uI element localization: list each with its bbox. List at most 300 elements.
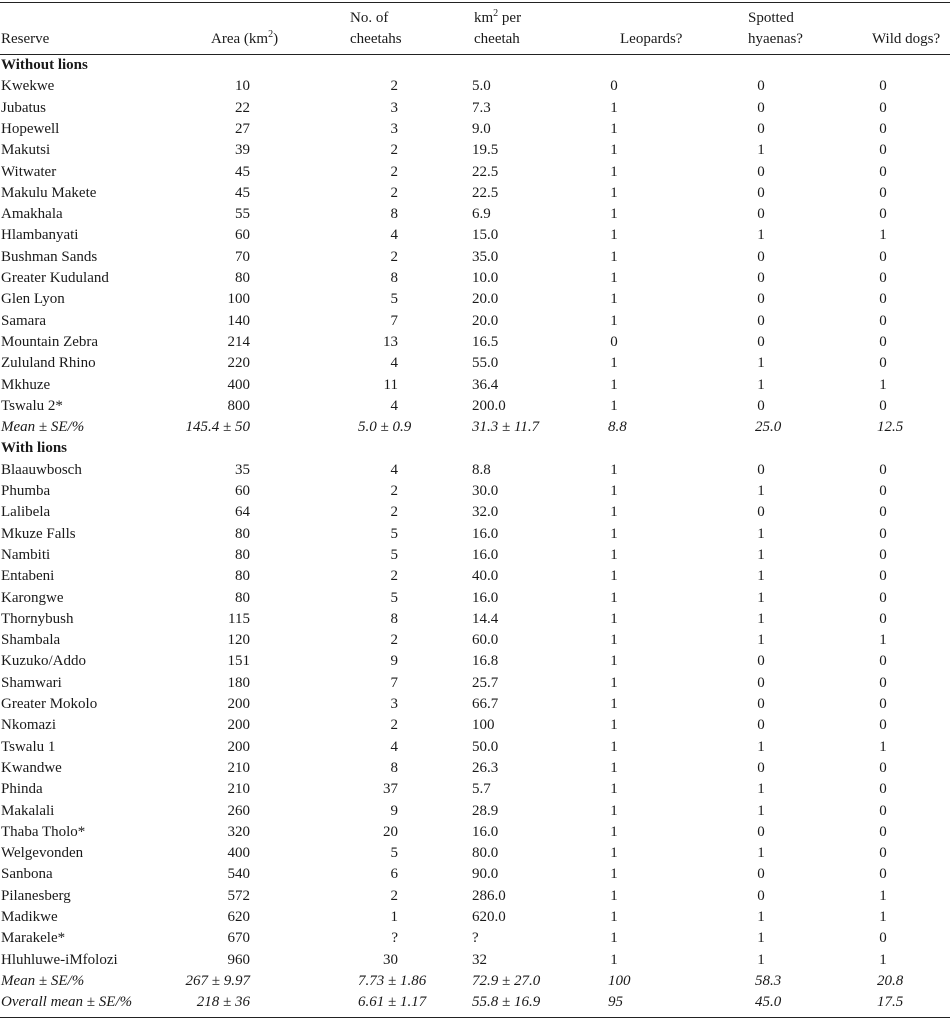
leopards-cell: 1: [610, 696, 618, 712]
section-title-label: Without lions: [1, 57, 88, 73]
area-cell: 60: [235, 227, 250, 244]
leopards-cell: 1: [610, 887, 618, 904]
leopards-cell: 1: [610, 845, 618, 862]
area-cell: 214: [227, 333, 250, 350]
reserve-cell: Nambiti: [1, 546, 51, 563]
leopards-cell: 1: [610, 866, 618, 883]
hyaenas-cell: 0: [757, 163, 765, 180]
cheetahs-cell: 13: [383, 333, 398, 350]
area-cell: 260: [227, 802, 250, 819]
wild-dogs-cell: 0: [879, 184, 887, 201]
reserve-cell: Marakele*: [1, 930, 66, 947]
hyaenas-cell: 0: [757, 461, 765, 478]
km-per-cheetah-cell: 25.7: [472, 674, 499, 691]
table-row: [0, 609, 950, 630]
leopards-cell: 1: [610, 568, 618, 585]
table-row: [0, 375, 950, 396]
table-row: [0, 311, 950, 332]
cheetahs-cell: 2: [390, 248, 398, 265]
area-cell: 60: [235, 483, 250, 499]
leopards-cell: 1: [610, 802, 618, 819]
leopards-cell: 1: [610, 525, 618, 542]
leopards-cell: 1: [610, 738, 618, 755]
cheetahs-cell: 2: [390, 887, 398, 904]
km-per-cheetah-cell: 5.0: [472, 78, 491, 95]
leopards-cell: 1: [610, 483, 618, 499]
hyaenas-cell: 1: [757, 845, 765, 862]
table-row: [0, 566, 950, 587]
leopards-cell: 95: [608, 994, 623, 1011]
area-cell: 320: [227, 823, 250, 840]
reserve-cell: Mkuze Falls: [1, 525, 76, 542]
table-row: [0, 247, 950, 268]
reserve-cell: Hopewell: [1, 120, 60, 137]
km-per-cheetah-cell: 66.7: [472, 696, 499, 712]
area-cell: 180: [227, 674, 250, 691]
wild-dogs-cell: 0: [879, 397, 887, 414]
table-row: [0, 162, 950, 183]
wild-dogs-cell: 0: [879, 546, 887, 563]
reserve-cell: Karongwe: [1, 589, 64, 606]
header-hyaenas: Spotted hyaenas?: [748, 10, 803, 47]
wild-dogs-cell: 0: [879, 845, 887, 862]
cheetahs-cell: 7: [390, 674, 398, 691]
hyaenas-cell: 1: [757, 568, 765, 585]
cheetahs-cell: 2: [390, 568, 398, 585]
overall-mean-row: [0, 992, 950, 1013]
cheetahs-cell: 8: [390, 270, 398, 286]
area-cell: 22: [235, 99, 250, 116]
wild-dogs-cell: 0: [879, 568, 887, 585]
wild-dogs-cell: 0: [879, 483, 887, 499]
reserve-cell: Shamwari: [1, 674, 62, 691]
km-per-cheetah-cell: 10.0: [472, 270, 499, 286]
cheetahs-cell: 2: [390, 142, 398, 159]
cheetahs-cell: 2: [390, 78, 398, 95]
wild-dogs-cell: 0: [879, 930, 887, 947]
hyaenas-cell: 0: [757, 184, 765, 201]
wild-dogs-cell: 0: [879, 312, 887, 329]
hyaenas-cell: 1: [757, 930, 765, 947]
wild-dogs-cell: 12.5: [877, 419, 904, 436]
km-per-cheetah-cell: 40.0: [472, 568, 499, 585]
reserve-cell: Samara: [1, 312, 46, 329]
cheetahs-cell: 3: [390, 696, 398, 712]
hyaenas-cell: 0: [757, 270, 765, 286]
cheetahs-cell: 9: [390, 802, 398, 819]
reserve-cell: Kwekwe: [1, 78, 55, 95]
wild-dogs-cell: 17.5: [877, 994, 904, 1011]
wild-dogs-cell: 0: [879, 78, 887, 95]
wild-dogs-cell: 0: [879, 781, 887, 798]
table-row: [0, 822, 950, 843]
km-per-cheetah-cell: 286.0: [472, 887, 506, 904]
cheetahs-cell: 9: [390, 653, 398, 670]
table-row: [0, 715, 950, 736]
hyaenas-cell: 58.3: [755, 972, 782, 989]
hyaenas-cell: 1: [757, 610, 765, 627]
leopards-cell: 1: [610, 227, 618, 244]
leopards-cell: 1: [610, 142, 618, 159]
table-header: [0, 8, 950, 53]
header-leopards: Leopards?: [620, 31, 683, 47]
cheetahs-cell: 2: [390, 184, 398, 201]
wild-dogs-cell: 0: [879, 120, 887, 137]
area-cell: 200: [227, 738, 250, 755]
reserve-cell: Zululand Rhino: [1, 355, 96, 372]
table-row: [0, 886, 950, 907]
wild-dogs-cell: 0: [879, 589, 887, 606]
reserve-cell: Witwater: [1, 163, 57, 180]
km-per-cheetah-cell: 20.0: [472, 312, 499, 329]
leopards-cell: 8.8: [608, 419, 627, 436]
top-rule: [0, 2, 950, 3]
hyaenas-cell: 1: [757, 781, 765, 798]
km-per-cheetah-cell: 28.9: [472, 802, 499, 819]
table-row: [0, 332, 950, 353]
area-cell: 45: [235, 184, 250, 201]
area-cell: 400: [227, 845, 250, 862]
reserve-cell: Kuzuko/Addo: [1, 653, 86, 670]
reserve-cell: Greater Mokolo: [1, 696, 98, 712]
reserve-cell: Makalali: [1, 802, 55, 819]
km-per-cheetah-cell: 26.3: [472, 759, 499, 776]
wild-dogs-cell: 0: [879, 759, 887, 776]
km-per-cheetah-cell: 16.5: [472, 333, 499, 350]
km-per-cheetah-cell: 8.8: [472, 461, 491, 478]
hyaenas-cell: 1: [757, 227, 765, 244]
km-per-cheetah-cell: 55.8 ± 16.9: [472, 994, 541, 1011]
wild-dogs-cell: 0: [879, 270, 887, 286]
table-row: [0, 204, 950, 225]
area-cell: 39: [235, 142, 250, 159]
wild-dogs-cell: 0: [879, 461, 887, 478]
area-cell: 120: [227, 632, 250, 649]
wild-dogs-cell: 0: [879, 610, 887, 627]
area-cell: 10: [235, 78, 250, 95]
wild-dogs-cell: 1: [879, 909, 887, 925]
leopards-cell: 0: [610, 333, 618, 350]
km-per-cheetah-cell: 16.0: [472, 589, 499, 606]
km-per-cheetah-cell: 60.0: [472, 632, 499, 649]
area-cell: 572: [227, 887, 250, 904]
km-per-cheetah-cell: 15.0: [472, 227, 499, 244]
reserve-cell: Amakhala: [1, 206, 63, 223]
reserve-cell: Overall mean ± SE/%: [1, 994, 133, 1011]
reserve-cell: Sanbona: [1, 866, 53, 883]
leopards-cell: 1: [610, 270, 618, 286]
cheetahs-cell: 8: [390, 610, 398, 627]
cheetahs-cell: 4: [390, 397, 398, 414]
km-per-cheetah-cell: 30.0: [472, 483, 499, 499]
area-cell: 55: [235, 206, 250, 223]
wild-dogs-cell: 0: [879, 333, 887, 350]
leopards-cell: 1: [610, 504, 618, 521]
km-per-cheetah-cell: 7.3: [472, 99, 491, 116]
wild-dogs-cell: 0: [879, 142, 887, 159]
table-row: [0, 268, 950, 289]
area-cell: 210: [227, 781, 250, 798]
km-per-cheetah-cell: 9.0: [472, 120, 491, 137]
reserve-cell: Glen Lyon: [1, 291, 65, 308]
leopards-cell: 1: [610, 163, 618, 180]
km-per-cheetah-cell: 32: [472, 951, 487, 968]
leopards-cell: 1: [610, 461, 618, 478]
wild-dogs-cell: 0: [879, 717, 887, 734]
leopards-cell: 1: [610, 397, 618, 414]
leopards-cell: 1: [610, 546, 618, 563]
wild-dogs-cell: 1: [879, 951, 887, 968]
hyaenas-cell: 0: [757, 717, 765, 734]
table-row: [0, 801, 950, 822]
km-per-cheetah-cell: 16.0: [472, 546, 499, 563]
table-row: [0, 779, 950, 800]
cheetahs-cell: 2: [390, 483, 398, 499]
table-row: [0, 694, 950, 715]
area-cell: 670: [227, 930, 250, 947]
leopards-cell: 1: [610, 120, 618, 137]
wild-dogs-cell: 0: [879, 525, 887, 542]
reserve-cell: Hlambanyati: [1, 227, 79, 244]
leopards-cell: 1: [610, 759, 618, 776]
header-reserve: Reserve: [1, 31, 50, 47]
cheetahs-cell: 2: [390, 717, 398, 734]
hyaenas-cell: 0: [757, 887, 765, 904]
leopards-cell: 1: [610, 184, 618, 201]
leopards-cell: 1: [610, 589, 618, 606]
table-row: [0, 98, 950, 119]
area-cell: 27: [235, 120, 250, 137]
hyaenas-cell: 1: [757, 738, 765, 755]
area-cell: 210: [227, 759, 250, 776]
section-title: [0, 55, 950, 76]
hyaenas-cell: 45.0: [755, 994, 782, 1011]
table-row: [0, 481, 950, 502]
cheetahs-cell: 11: [383, 376, 398, 393]
km-per-cheetah-cell: 50.0: [472, 738, 499, 755]
area-cell: 80: [235, 568, 250, 585]
reserve-cell: Nkomazi: [1, 717, 56, 734]
hyaenas-cell: 0: [757, 78, 765, 95]
reserve-cell: Mean ± SE/%: [1, 419, 85, 436]
reserve-cell: Mkhuze: [1, 376, 51, 393]
header-km-per-cheetah: $km^2$ per cheetah: [474, 8, 522, 47]
area-cell: 45: [235, 163, 250, 180]
km-per-cheetah-cell: 16.8: [472, 653, 499, 670]
reserve-cell: Madikwe: [1, 909, 58, 925]
cheetahs-cell: 8: [390, 759, 398, 776]
wild-dogs-cell: 0: [879, 291, 887, 308]
table-row: [0, 928, 950, 949]
table-row: [0, 907, 950, 928]
km-per-cheetah-cell: 5.7: [472, 781, 491, 798]
km-per-cheetah-cell: 90.0: [472, 866, 499, 883]
cheetahs-cell: 6: [390, 866, 398, 883]
hyaenas-cell: 1: [757, 483, 765, 499]
km-per-cheetah-cell: 14.4: [472, 610, 499, 627]
table-row: [0, 353, 950, 374]
table-row: [0, 502, 950, 523]
leopards-cell: 1: [610, 823, 618, 840]
table-row: [0, 460, 950, 481]
reserve-cell: Welgevonden: [1, 845, 84, 862]
hyaenas-cell: 0: [757, 291, 765, 308]
area-cell: 220: [227, 355, 250, 372]
section-title-label: With lions: [1, 440, 67, 457]
table-row: [0, 630, 950, 651]
reserve-cell: Blaauwbosch: [1, 461, 82, 478]
area-cell: 151: [227, 653, 250, 670]
leopards-cell: 1: [610, 248, 618, 265]
area-cell: 115: [228, 610, 250, 627]
hyaenas-cell: 0: [757, 866, 765, 883]
table-row: [0, 76, 950, 97]
km-per-cheetah-cell: 22.5: [472, 163, 499, 180]
area-cell: 960: [227, 951, 250, 968]
table-row: [0, 843, 950, 864]
reserve-cell: Makutsi: [1, 142, 51, 159]
mean-row: [0, 971, 950, 992]
area-cell: 200: [227, 717, 250, 734]
km-per-cheetah-cell: 22.5: [472, 184, 499, 201]
wild-dogs-cell: 1: [879, 632, 887, 649]
cheetahs-cell: 2: [390, 163, 398, 180]
reserve-cell: Phinda: [1, 781, 43, 798]
hyaenas-cell: 0: [757, 759, 765, 776]
area-cell: 100: [227, 291, 250, 308]
km-per-cheetah-cell: 72.9 ± 27.0: [472, 972, 541, 989]
leopards-cell: 1: [610, 610, 618, 627]
cheetahs-cell: 3: [390, 120, 398, 137]
hyaenas-cell: 0: [757, 120, 765, 137]
leopards-cell: 1: [610, 206, 618, 223]
reserve-cell: Kwandwe: [1, 759, 62, 776]
cheetahs-cell: 5: [390, 589, 398, 606]
reserve-cell: Jubatus: [1, 99, 46, 116]
cheetahs-cell: 4: [390, 738, 398, 755]
area-cell: 540: [227, 866, 250, 883]
area-cell: 80: [235, 589, 250, 606]
wild-dogs-cell: 1: [879, 887, 887, 904]
cheetahs-cell: 3: [390, 99, 398, 116]
hyaenas-cell: 0: [757, 206, 765, 223]
hyaenas-cell: 1: [757, 951, 765, 968]
table-row: [0, 545, 950, 566]
leopards-cell: 1: [610, 653, 618, 670]
reserve-cell: Lalibela: [1, 504, 51, 521]
reserve-cell: Greater Kuduland: [1, 270, 109, 286]
header-area: Area $(km^2)$: [211, 29, 279, 47]
km-per-cheetah-cell: 6.9: [472, 206, 491, 223]
leopards-cell: 1: [610, 355, 618, 372]
leopards-cell: 1: [610, 632, 618, 649]
hyaenas-cell: 0: [757, 333, 765, 350]
cheetahs-cell: 37: [383, 781, 398, 798]
wild-dogs-cell: 0: [879, 802, 887, 819]
wild-dogs-cell: 0: [879, 866, 887, 883]
cheetahs-cell: ?: [391, 930, 398, 947]
table-row: [0, 737, 950, 758]
wild-dogs-cell: 0: [879, 653, 887, 670]
km-per-cheetah-cell: 35.0: [472, 248, 499, 265]
area-cell: 620: [227, 909, 250, 925]
reserve-cell: Entabeni: [1, 568, 55, 585]
cheetahs-cell: 7: [390, 312, 398, 329]
area-cell: 800: [227, 397, 250, 414]
cheetahs-cell: 20: [383, 823, 398, 840]
leopards-cell: 1: [610, 674, 618, 691]
wild-dogs-cell: 0: [879, 248, 887, 265]
hyaenas-cell: 1: [757, 802, 765, 819]
reserve-cell: Mountain Zebra: [1, 333, 99, 350]
table-row: [0, 140, 950, 161]
wild-dogs-cell: 1: [879, 227, 887, 244]
hyaenas-cell: 25.0: [755, 419, 782, 436]
leopards-cell: 100: [608, 972, 631, 989]
area-cell: 80: [235, 525, 250, 542]
area-cell: 140: [227, 312, 250, 329]
cheetahs-cell: 30: [383, 951, 398, 968]
reserve-cell: Shambala: [1, 632, 61, 649]
cheetahs-cell: 5: [390, 546, 398, 563]
leopards-cell: 1: [610, 99, 618, 116]
bottom-rule: [0, 1017, 950, 1018]
table-row: [0, 950, 950, 971]
table-row: [0, 588, 950, 609]
reserve-cell: Hluhluwe-iMfolozi: [1, 951, 118, 968]
area-cell: 64: [235, 504, 250, 521]
km-per-cheetah-cell: 16.0: [472, 525, 499, 542]
km-per-cheetah-cell: 620.0: [472, 909, 506, 925]
reserve-cell: Tswalu 1: [1, 738, 56, 755]
leopards-cell: 1: [610, 930, 618, 947]
table-row: [0, 183, 950, 204]
leopards-cell: 1: [610, 951, 618, 968]
hyaenas-cell: 1: [757, 376, 765, 393]
wild-dogs-cell: 0: [879, 99, 887, 116]
hyaenas-cell: 1: [757, 525, 765, 542]
table-row: [0, 119, 950, 140]
hyaenas-cell: 0: [757, 823, 765, 840]
reserve-cell: Mean ± SE/%: [1, 972, 85, 989]
hyaenas-cell: 0: [757, 653, 765, 670]
cheetahs-cell: 5: [390, 525, 398, 542]
cheetahs-cell: 5: [390, 845, 398, 862]
table-row: [0, 651, 950, 672]
mean-row: [0, 417, 950, 438]
wild-dogs-cell: 0: [879, 696, 887, 712]
cheetahs-cell: 2: [390, 632, 398, 649]
area-cell: 35: [235, 461, 250, 478]
hyaenas-cell: 1: [757, 546, 765, 563]
area-cell: 267 ± 9.97: [185, 972, 250, 989]
table-row: [0, 864, 950, 885]
km-per-cheetah-cell: 55.0: [472, 355, 499, 372]
wild-dogs-cell: 0: [879, 823, 887, 840]
km-per-cheetah-cell: 31.3 ± 11.7: [472, 419, 540, 436]
area-cell: 70: [235, 248, 250, 265]
hyaenas-cell: 1: [757, 909, 765, 925]
hyaenas-cell: 0: [757, 696, 765, 712]
leopards-cell: 1: [610, 781, 618, 798]
table-row: [0, 758, 950, 779]
area-cell: 400: [227, 376, 250, 393]
cheetahs-cell: 2: [390, 504, 398, 521]
hyaenas-cell: 0: [757, 504, 765, 521]
hyaenas-cell: 0: [757, 248, 765, 265]
leopards-cell: 1: [610, 909, 618, 925]
wild-dogs-cell: 0: [879, 206, 887, 223]
